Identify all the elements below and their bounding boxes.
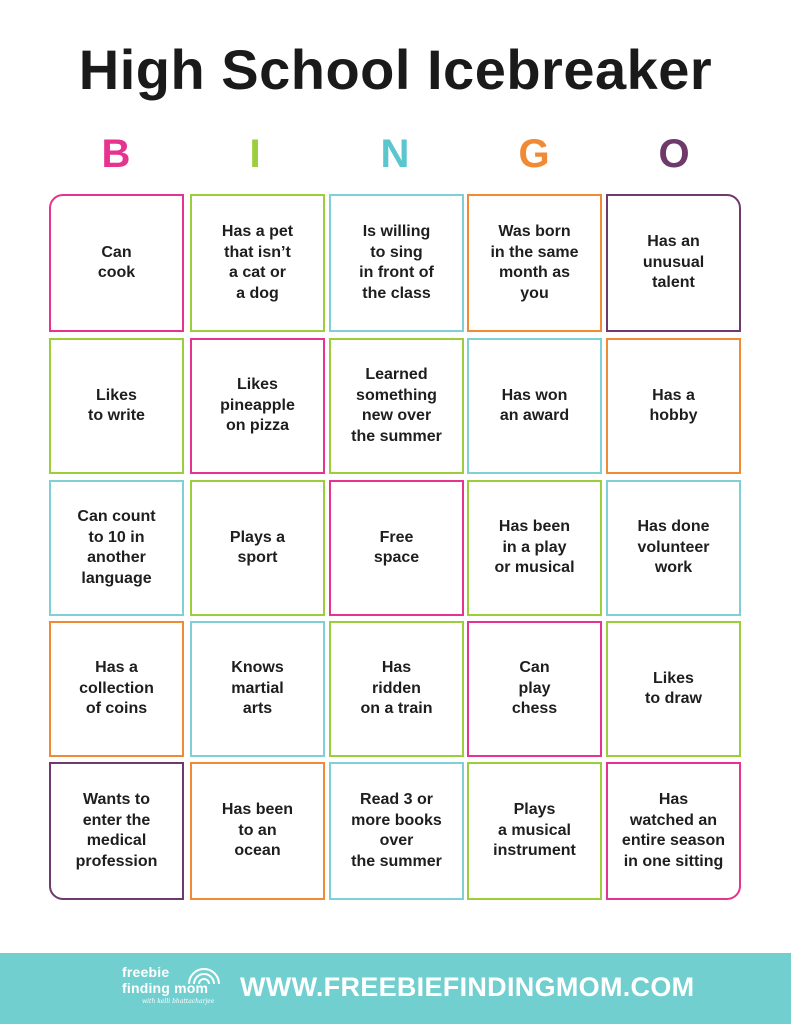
- bingo-cell[interactable]: [49, 621, 184, 757]
- bingo-letter-i: I: [249, 132, 261, 176]
- bingo-cell[interactable]: [329, 338, 464, 474]
- bingo-cell[interactable]: [606, 338, 741, 474]
- bingo-cell[interactable]: [467, 621, 602, 757]
- cell-text: Was born in the same month as you: [490, 223, 579, 302]
- bingo-letter-n: N: [380, 132, 410, 176]
- bingo-letter-o: O: [658, 132, 690, 176]
- cell-text: Learned something new over the summer: [351, 366, 442, 445]
- bingo-cell[interactable]: [606, 194, 741, 332]
- cell-text: Can play chess: [511, 659, 558, 718]
- bingo-cell[interactable]: [190, 338, 325, 474]
- cell-text: Has an unusual talent: [642, 233, 705, 292]
- rainbow-icon: [186, 963, 222, 985]
- bingo-cell[interactable]: [606, 480, 741, 616]
- bingo-cell[interactable]: [49, 480, 184, 616]
- bingo-cell[interactable]: [329, 621, 464, 757]
- cell-text: Has been to an ocean: [221, 801, 294, 860]
- bingo-cell[interactable]: [190, 762, 325, 900]
- bingo-letter-b: B: [101, 132, 131, 176]
- cell-text: Free space: [373, 528, 420, 566]
- cell-text: Likes to write: [88, 386, 145, 424]
- cell-text: Has a collection of coins: [79, 659, 154, 718]
- cell-text: Likes to draw: [645, 669, 702, 707]
- cell-text: Can cook: [97, 243, 136, 281]
- bingo-cell[interactable]: [467, 480, 602, 616]
- website-link[interactable]: WWW.FREEBIEFINDINGMOM.COM: [240, 972, 695, 1002]
- bingo-cell[interactable]: [190, 621, 325, 757]
- cell-text: Can count to 10 in another language: [77, 508, 156, 587]
- cell-text: Knows martial arts: [231, 659, 284, 718]
- cell-text: Wants to enter the medical profession: [75, 791, 158, 870]
- cell-text: Has won an award: [499, 386, 570, 424]
- bingo-cell[interactable]: [329, 480, 464, 616]
- cell-text: Has a hobby: [649, 386, 698, 424]
- bingo-cell[interactable]: [329, 194, 464, 332]
- bingo-cell[interactable]: [49, 762, 184, 900]
- cell-text: Is willing to sing in front of the class: [359, 223, 434, 302]
- bingo-grid: [49, 194, 742, 900]
- bingo-cell[interactable]: [606, 621, 741, 757]
- bingo-cell[interactable]: [467, 338, 602, 474]
- cell-text: Has done volunteer work: [637, 518, 710, 577]
- bingo-cell[interactable]: [606, 762, 741, 900]
- bingo-cell[interactable]: [49, 194, 184, 332]
- page-title: High School Icebreaker: [78, 38, 713, 101]
- bingo-cell[interactable]: [49, 338, 184, 474]
- cell-text: Plays a musical instrument: [493, 801, 576, 860]
- cell-text: Has watched an entire season in one sitting: [621, 791, 726, 870]
- bingo-letter-g: G: [518, 132, 550, 176]
- bingo-cell[interactable]: [467, 762, 602, 900]
- cell-text: Read 3 or more books over the summer: [351, 791, 442, 870]
- footer-banner: [0, 953, 791, 1024]
- bingo-cell[interactable]: [329, 762, 464, 900]
- logo-text-finding-mom: finding mom: [122, 980, 209, 996]
- cell-text: Plays a sport: [229, 528, 286, 566]
- bingo-header: [0, 130, 791, 180]
- bingo-cell[interactable]: [467, 194, 602, 332]
- logo-tagline: with kelli bhattacharjee: [142, 998, 215, 1005]
- bingo-cell[interactable]: [190, 480, 325, 616]
- cell-text: Has been in a play or musical: [494, 518, 575, 577]
- cell-text: Likes pineapple on pizza: [220, 376, 295, 435]
- cell-text: Has ridden on a train: [360, 659, 433, 718]
- brand-logo[interactable]: [122, 963, 234, 1019]
- logo-text-freebie: freebie: [122, 964, 170, 980]
- cell-text: Has a pet that isn’t a cat or a dog: [221, 223, 294, 302]
- bingo-cell[interactable]: [190, 194, 325, 332]
